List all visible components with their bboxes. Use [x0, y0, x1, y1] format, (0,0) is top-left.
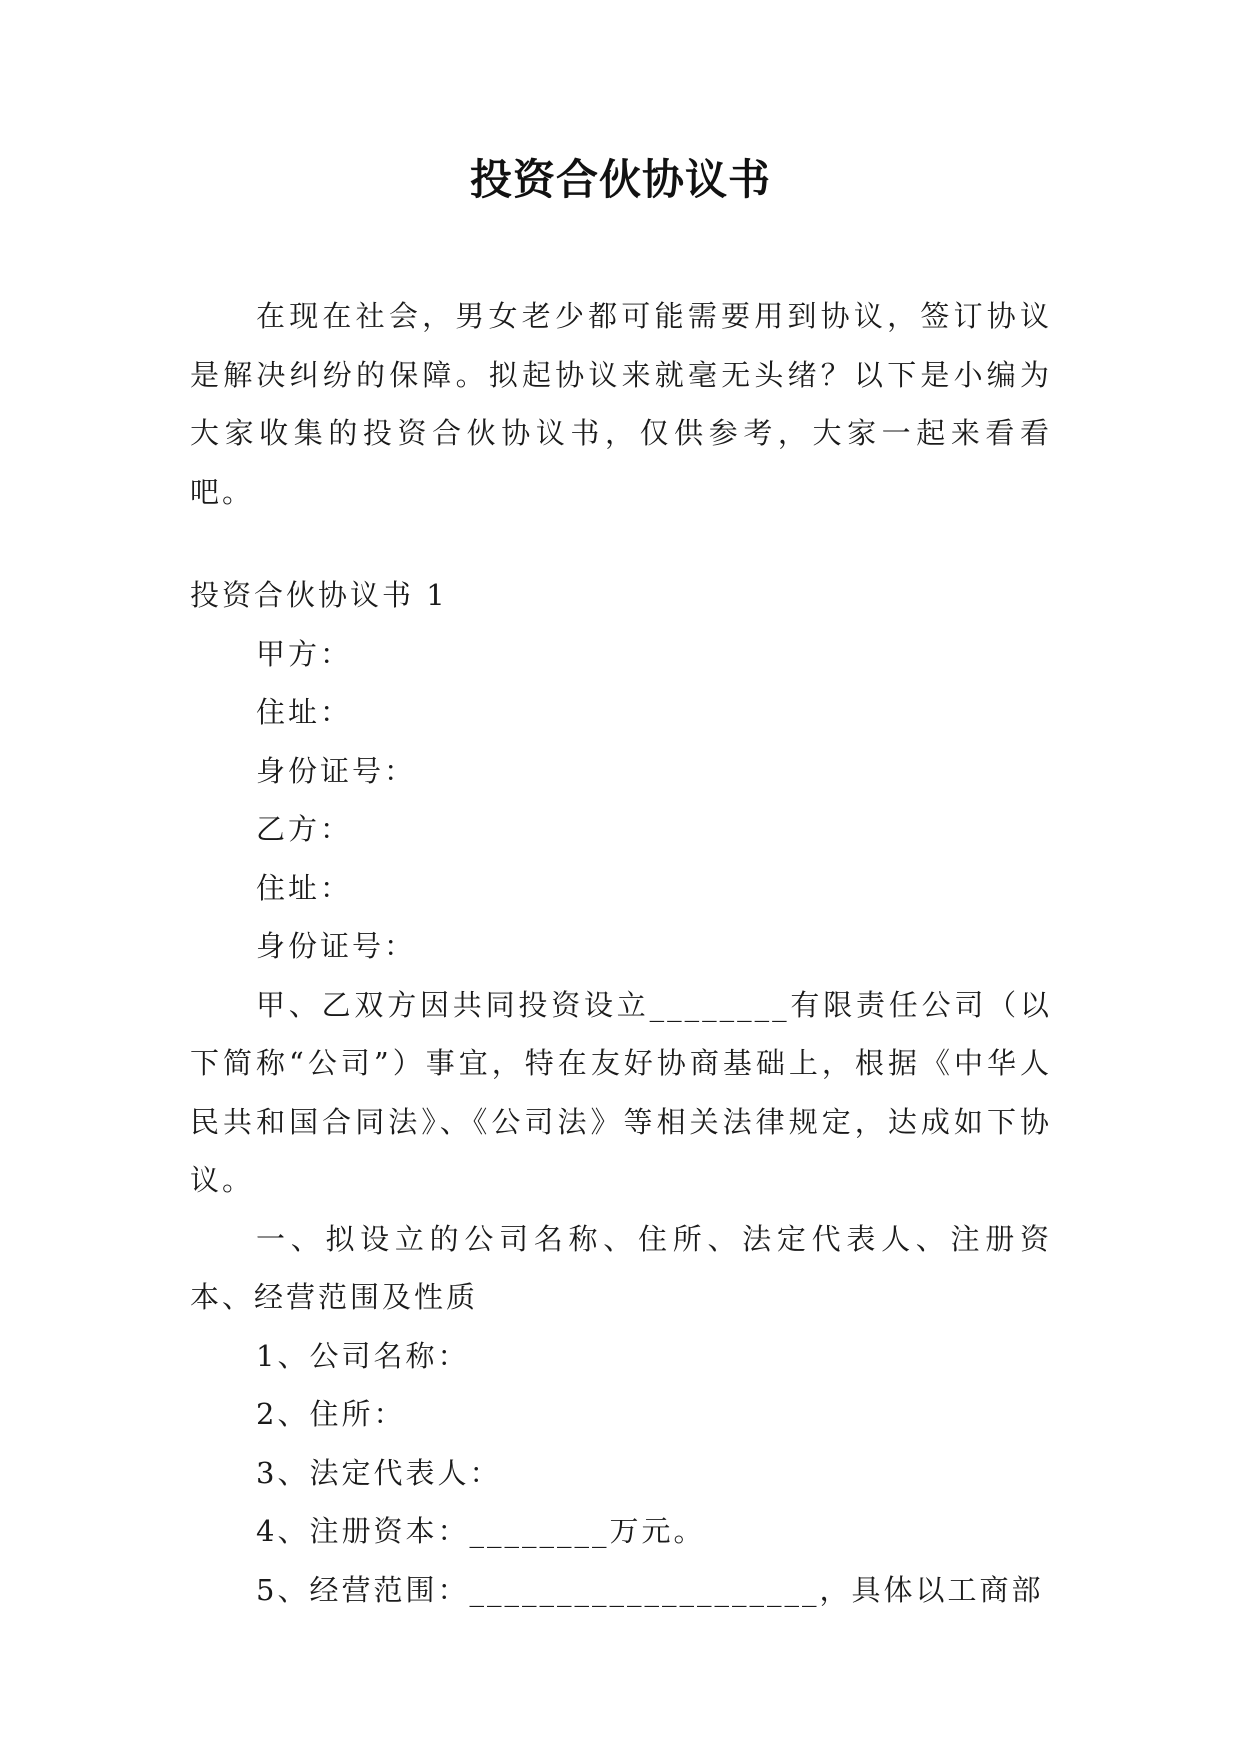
party-a-label: 甲方：: [256, 636, 353, 671]
article-1-heading: 一、拟设立的公司名称、住所、法定代表人、注册资本、经营范围及性质: [190, 1221, 1052, 1314]
party-b-label: 乙方：: [256, 812, 353, 846]
item-registered-capital: 4、注册资本：________万元。: [256, 1514, 706, 1548]
party-b-address: 住址：: [256, 870, 353, 905]
item-company-name: 1、公司名称：: [256, 1338, 470, 1373]
intro-paragraph: 在现在社会，男女老少都可能需要用到协议，签订协议是解决纠纷的保障。拟起协议来就毫无头绪？以下是小编为大家收集的投资合伙协议书，仅供参考，大家一起来看看吧。: [190, 299, 1052, 509]
document-title: 投资合伙协议书: [469, 155, 771, 204]
preamble-paragraph: 甲、乙双方因共同投资设立________有限责任公司（以下简称“公司”）事宜，特在友好协商基础上，根据《中华人民共和国合同法》、《公司法》等相关法律规定，达成如下协议。: [190, 987, 1052, 1197]
party-a-address: 住址：: [256, 695, 353, 729]
party-a-id-number: 身份证号：: [256, 753, 417, 788]
item-domicile: 2、住所：: [256, 1397, 406, 1431]
party-b-id-number: 身份证号：: [256, 929, 417, 963]
item-legal-representative: 3、法定代表人：: [256, 1455, 502, 1490]
document-body: [190, 287, 1052, 1619]
section-heading: 投资合伙协议书 1: [190, 578, 448, 612]
item-business-scope: 5、经营范围：____________________，具体以工商部: [256, 1572, 1044, 1607]
